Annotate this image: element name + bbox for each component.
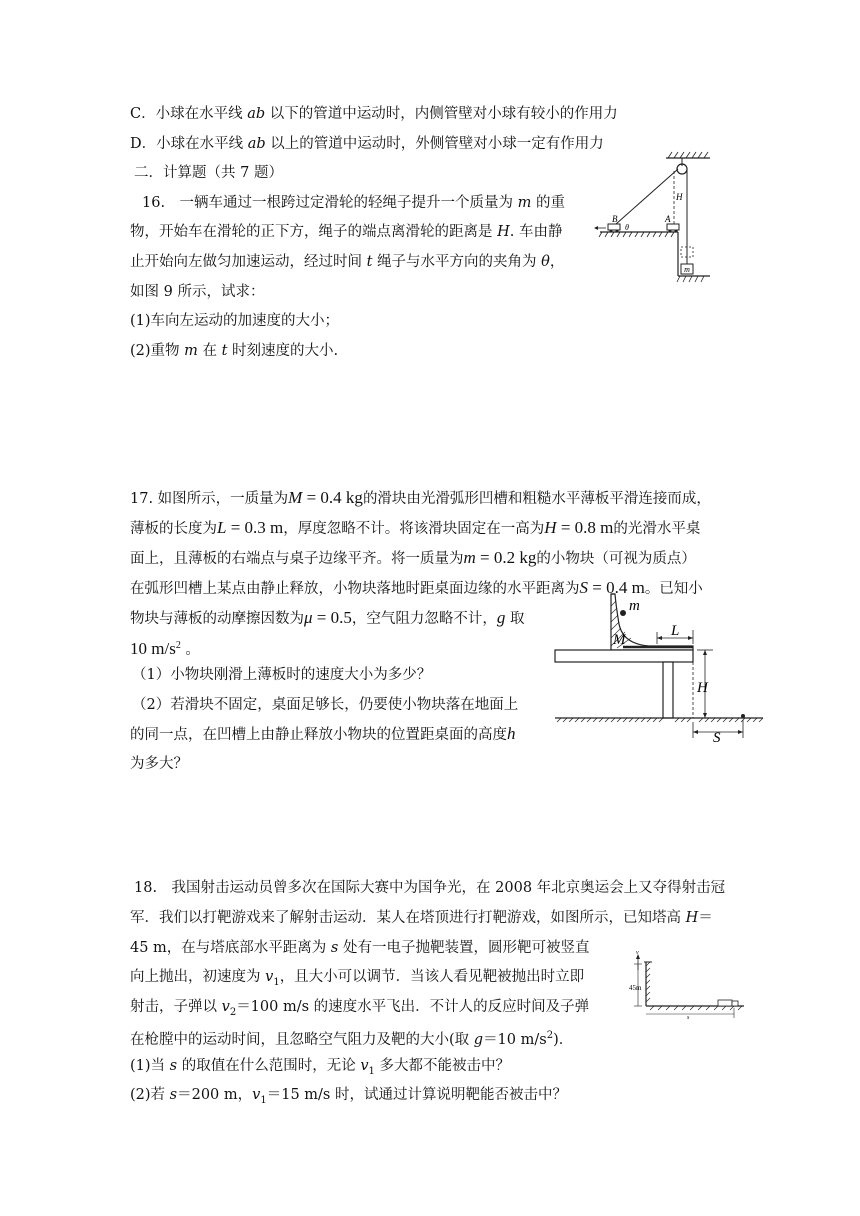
q18-line-3: 45 m，在与塔底部水平距离为 s 处有一电子抛靶装置，圆形靶可被竖直 [130,940,590,956]
q16-part-1: (1)车向左运动的加速度的大小； [130,313,340,329]
q16-line-4: 如图 9 所示，试求： [130,284,265,300]
q16-label-A: A [665,214,671,224]
section-title: 二．计算题（共 7 题） [134,165,283,181]
q15-option-d: D．小球在水平线 ab 以上的管道中运动时，外侧管壁对小球一定有作用力 [130,136,604,152]
q16-label-m: m [684,265,690,274]
q18-part-1: (1)当 s 的取值在什么范围时，无论 $v_1$ 多大都不能被击中？ [130,1058,511,1077]
q17-line-4: 在弧形凹槽上某点由静止释放，小物块落地时距桌面边缘的水平距离为S = 0.4 m。已知小 [130,578,703,597]
q17-table-figure [553,586,769,746]
q16-label-H: H [676,192,683,202]
q16-line-3: 止开始向左做匀加速运动，经过时间 t 绳子与水平方向的夹角为 θ， [130,254,565,270]
q16-label-B: B [612,214,618,224]
q15-option-c: C．小球在水平线 ab 以下的管道中运动时，内侧管壁对小球有较小的作用力 [130,106,618,122]
q17-label-L: L [671,623,680,639]
q18-tower-figure [630,950,748,1020]
q16-line-1: 16. 一辆车通过一根跨过定滑轮的轻绳子提升一个质量为 m 的重 [142,195,566,211]
q17-line-2: 薄板的长度为L = 0.3 m，厚度忽略不计。将该滑块固定在一高为H = 0.8 m的光滑水平桌 [130,518,701,537]
q18-part-2: (2)若 s＝200 m，$v_1=15$ m/s 时，试通过计算说明靶能否被击中？ [130,1087,567,1106]
q17-label-m: m [629,598,640,614]
q17-line-10: 为多大？ [130,756,188,772]
q18-label-45m: 45m [629,984,642,992]
q17-line-6: 10 $m/s^2$ 。 [130,638,200,658]
q17-line-9: 的同一点，在凹槽上由静止释放小物块的位置距桌面的高度h [130,724,516,743]
q16-pulley-figure [594,152,712,284]
q17-part-1: （1）小物块刚滑上薄板时的速度大小为多少？ [132,667,432,683]
q17-part-2: （2）若滑块不固定，桌面足够长，仍要使小物块落在地面上 [132,697,519,713]
q18-line-6: 在枪膛中的运动时间，且忽略空气阻力及靶的大小(取 g＝10 $m/s^2$)． [130,1030,574,1048]
q16-part-2: (2)重物 m 在 t 时刻速度的大小. [130,343,339,359]
q17-label-H: H [697,680,708,696]
q17-line-5: 物块与薄板的动摩擦因数为μ = 0.5，空气阻力忽略不计，g 取 [130,608,525,627]
q18-line-2: 军．我们以打靶游戏来了解射击运动．某人在塔顶进行打靶游戏，如图所示，已知塔高 H＝ [130,910,713,926]
q17-label-M: M [613,632,626,648]
q18-line-4: 向上抛出，初速度为 $v_1$，且大小可以调节．当该人看见靶被抛出时立即 [130,969,585,988]
q18-label-s: s [687,1015,690,1021]
q16-label-theta: θ [625,223,629,232]
q17-line-3: 面上，且薄板的右端点与桌子边缘平齐。将一质量为m = 0.2 kg的小物块（可视为质点） [130,548,696,567]
q18-label-v: v [636,950,639,956]
q17-label-S: S [713,730,721,746]
q16-line-2: 物，开始车在滑轮的正下方，绳子的端点离滑轮的距离是 H. 车由静 [130,224,563,240]
q18-line-5: 射击，子弹以 $v_2=100$ m/s 的速度水平飞出．不计人的反应时间及子弹 [130,999,590,1018]
q17-line-1: 17. 如图所示，一质量为M = 0.4 kg的滑块由光滑弧形凹槽和粗糙水平薄板平滑连接而成， [130,488,711,507]
q18-line-1: 18. 我国射击运动员曾多次在国际大赛中为国争光，在 2008 年北京奥运会上又夺得射击冠 [134,880,726,896]
